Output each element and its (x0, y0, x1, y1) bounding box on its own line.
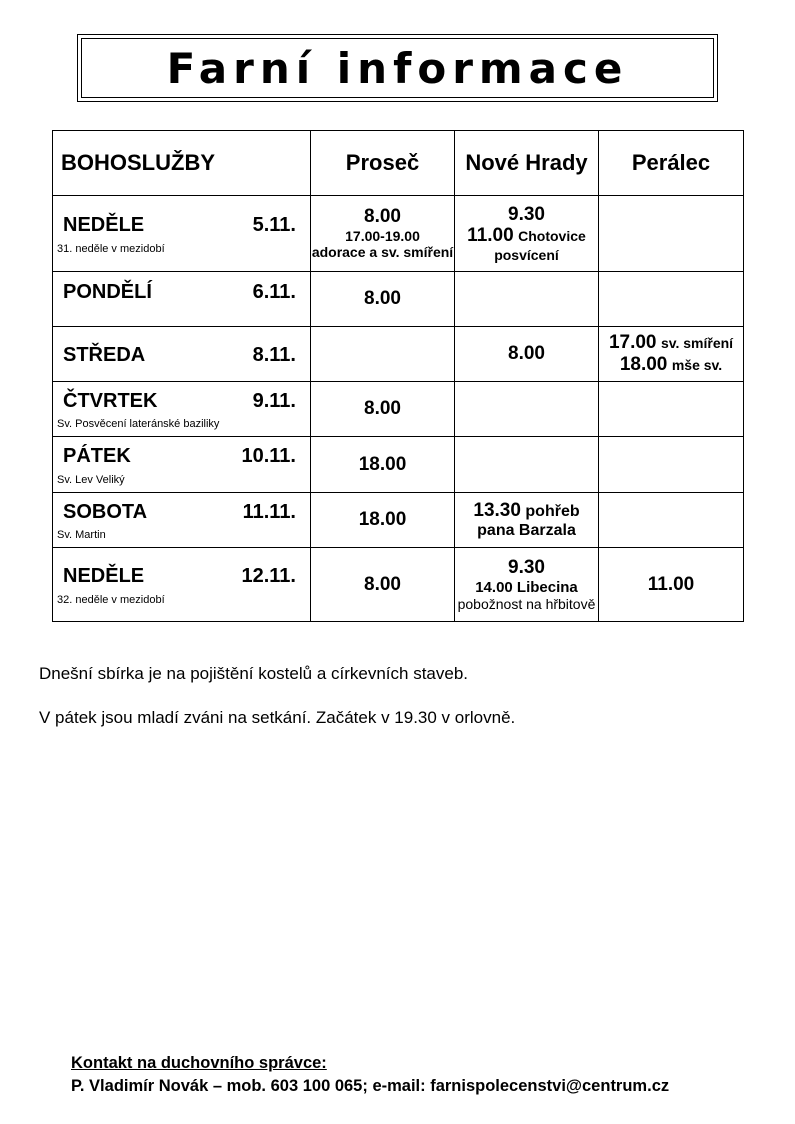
cell-peralec (599, 327, 744, 382)
day-name: NEDĚLE (63, 214, 145, 236)
day-date: 12.11. (241, 565, 296, 587)
cell-nove-hrady (455, 272, 599, 327)
header-nove-hrady: Nové Hrady (455, 131, 599, 196)
announcement-youth: V pátek jsou mladí zváni na setkání. Začátek v 19.30 v orlovně. (39, 708, 516, 727)
cell-nove-hrady (455, 493, 599, 548)
cell-prosec: 18.00 (311, 437, 455, 493)
cell-nove-hrady: 8.00 (455, 327, 599, 382)
nove-event: pobožnost na hřbitově (457, 596, 596, 612)
nove-event-detail: pana Barzala (477, 521, 576, 539)
cell-prosec: 8.00 (311, 382, 455, 437)
nove-time-1: 9.30 (508, 556, 545, 578)
table-row (53, 382, 744, 437)
nove-event: pohřeb (525, 502, 580, 520)
peralec-time-2: 18.00 (619, 354, 668, 375)
day-note: 31. neděle v mezidobí (57, 243, 165, 255)
day-name: SOBOTA (63, 501, 148, 523)
day-date: 8.11. (252, 344, 296, 366)
cell-nove-hrady (455, 382, 599, 437)
header-services: BOHOSLUŽBY (53, 131, 311, 196)
cell-prosec: 8.00 (311, 272, 455, 327)
day-cell (53, 196, 311, 272)
day-name: NEDĚLE (63, 565, 145, 587)
schedule-table (52, 130, 744, 622)
day-note: 32. neděle v mezidobí (57, 594, 165, 606)
cell-peralec (599, 382, 744, 437)
contact-heading: Kontakt na duchovního správce: (71, 1054, 327, 1072)
table-row (53, 548, 744, 622)
peralec-text-1: sv. smíření (660, 335, 734, 352)
page-title: Farní informace (166, 43, 629, 93)
day-date: 5.11. (252, 214, 296, 236)
day-date: 11.11. (242, 501, 296, 523)
day-note: Sv. Lev Veliký (57, 474, 125, 486)
day-date: 6.11. (252, 281, 296, 303)
header-peralec: Perálec (599, 131, 744, 196)
nove-event: posvícení (494, 247, 559, 264)
peralec-text-2: mše sv. (671, 357, 723, 373)
table-row (53, 327, 744, 382)
cell-peralec: 11.00 (599, 548, 744, 622)
cell-peralec (599, 272, 744, 327)
day-date: 9.11. (252, 390, 296, 412)
title-box (77, 34, 718, 102)
prosec-adoration-time: 17.00-19.00 (345, 228, 420, 245)
table-row (53, 493, 744, 548)
prosec-adoration-text: adorace a sv. smíření (311, 244, 454, 261)
day-name: ČTVRTEK (63, 390, 158, 412)
table-row (53, 272, 744, 327)
peralec-time-1: 17.00 (608, 332, 657, 354)
nove-time-1: 9.30 (508, 203, 545, 225)
day-name: PÁTEK (63, 445, 131, 467)
day-cell (53, 327, 311, 382)
title-inner-frame (81, 38, 714, 98)
cell-peralec (599, 437, 744, 493)
table-row (53, 196, 744, 272)
day-cell (53, 272, 311, 327)
day-date: 10.11. (241, 445, 296, 467)
day-note: Sv. Martin (57, 529, 106, 541)
cell-prosec: 8.00 (311, 548, 455, 622)
cell-peralec (599, 493, 744, 548)
day-name: STŘEDA (63, 344, 146, 366)
cell-prosec (311, 327, 455, 382)
cell-peralec (599, 196, 744, 272)
nove-time: 13.30 (473, 499, 521, 521)
table-row (53, 437, 744, 493)
cell-prosec: 18.00 (311, 493, 455, 548)
announcement-collection: Dnešní sbírka je na pojištění kostelů a církevních staveb. (39, 664, 469, 683)
day-note: Sv. Posvěcení lateránské baziliky (57, 418, 220, 430)
cell-nove-hrady (455, 196, 599, 272)
prosec-time: 8.00 (364, 206, 401, 228)
cell-nove-hrady (455, 548, 599, 622)
nove-time-2: 11.00 (467, 225, 514, 247)
day-cell (53, 493, 311, 548)
table-header-row (53, 131, 744, 196)
header-prosec: Proseč (311, 131, 455, 196)
day-name: PONDĚLÍ (63, 281, 152, 303)
day-cell (53, 437, 311, 493)
cell-prosec (311, 196, 455, 272)
day-cell (53, 382, 311, 437)
day-cell (53, 548, 311, 622)
nove-time-2: 14.00 Libecina (475, 578, 578, 596)
nove-place: Chotovice (518, 228, 586, 245)
contact-line: P. Vladimír Novák – mob. 603 100 065; e-mail: farnispolecenstvi@centrum.cz (71, 1077, 670, 1095)
cell-nove-hrady (455, 437, 599, 493)
